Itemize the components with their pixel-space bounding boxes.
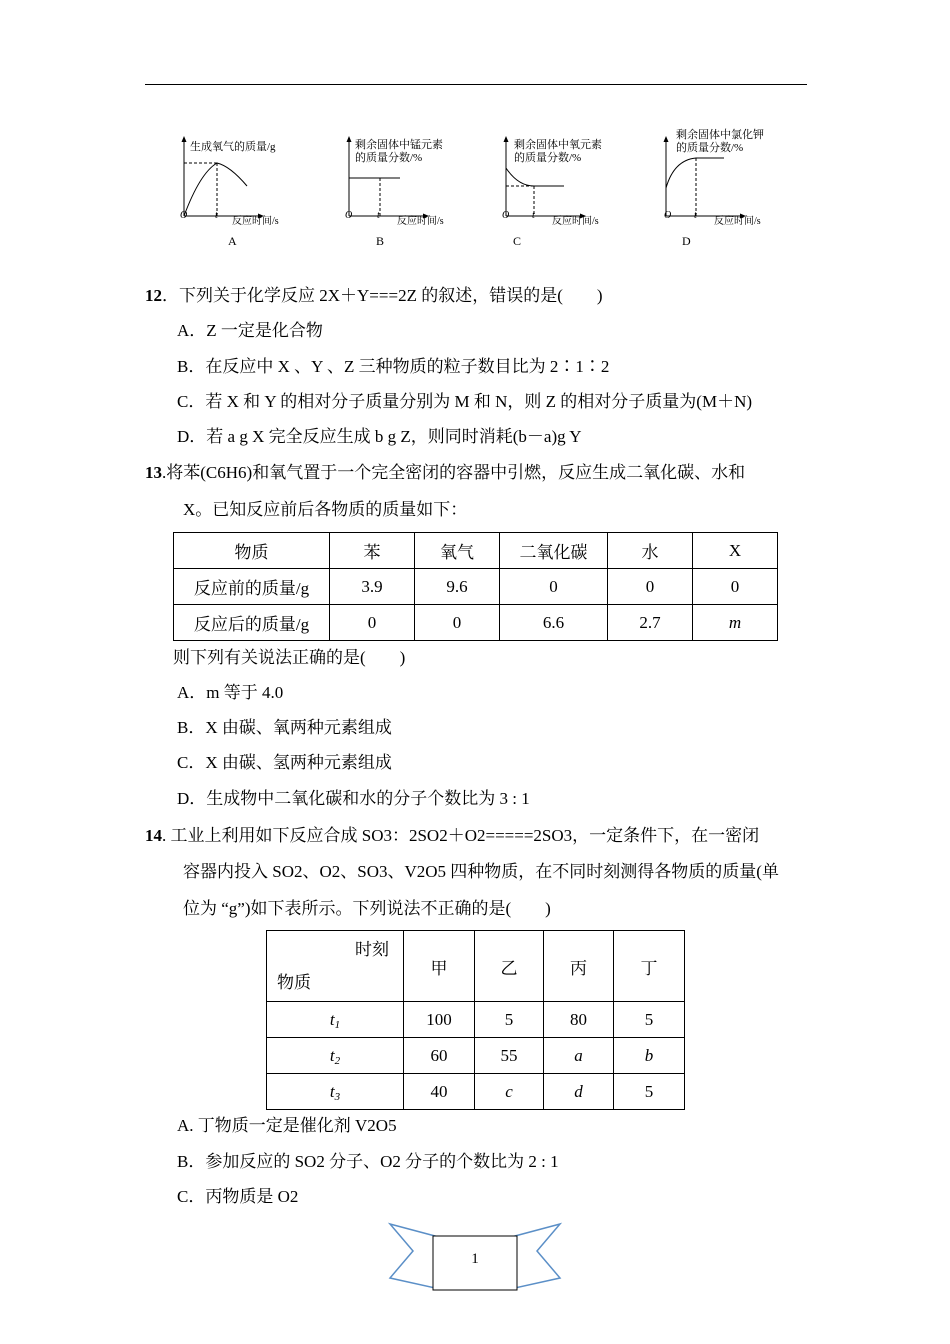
q14-option-c: C．丙物质是 O2: [177, 1187, 299, 1206]
graph-c-origin: O: [502, 210, 510, 221]
table-cell: 6.6: [500, 605, 608, 641]
graph-d: [652, 128, 802, 253]
q13-table: [173, 532, 778, 641]
q14-table: [266, 930, 685, 1110]
graph-c-xlabel: 反应时间/s: [552, 216, 599, 227]
graph-d-ylabel-1: 剩余固体中氯化钾: [676, 129, 764, 141]
page-number-badge: [385, 1218, 565, 1298]
table-cell: m: [693, 605, 778, 641]
q12-option-b: B．在反应中 X 、Y 、Z 三种物质的粒子数目比为 2∶1∶2: [177, 357, 610, 376]
table-cell: b: [614, 1038, 685, 1074]
page-number: 1: [471, 1251, 479, 1267]
graph-c: [492, 128, 642, 253]
graph-d-t: t: [694, 210, 697, 221]
table-header-cell: 二氧化碳: [500, 533, 608, 569]
table-header-cell: 物质: [174, 533, 330, 569]
table-cell: 0: [693, 569, 778, 605]
graph-d-xlabel: 反应时间/s: [714, 216, 761, 227]
table-row: [267, 1074, 685, 1110]
table-header-cell: 苯: [330, 533, 415, 569]
table-cell: 0: [330, 605, 415, 641]
q12-option-a: A．Z 一定是化合物: [177, 321, 323, 340]
table-row: [267, 1038, 685, 1074]
table-cell: 5: [475, 1002, 544, 1038]
q12-stem: [145, 285, 603, 307]
table-header-cell: 丙: [544, 931, 614, 1002]
graph-a: [170, 128, 320, 253]
graph-b-origin: O: [345, 210, 353, 221]
q13-stem-1: [145, 462, 745, 484]
graph-d-letter: D: [682, 234, 691, 248]
q13-option-a: A．m 等于 4.0: [177, 683, 284, 702]
table-header-row: [267, 931, 685, 1002]
table-cell: 反应后的质量/g: [174, 605, 330, 641]
table-cell: 5: [614, 1002, 685, 1038]
q13-option-d: D．生成物中二氧化碳和水的分子个数比为 3 : 1: [177, 789, 530, 808]
q13-text-1: .将苯(C6H6)和氧气置于一个完全密闭的容器中引燃，反应生成二氧化碳、水和: [162, 463, 746, 482]
graph-b: [335, 128, 485, 253]
q14-stem-3: 位为 “g”)如下表所示。下列说法不正确的是( ): [183, 899, 551, 918]
table-cell: 5: [614, 1074, 685, 1110]
graph-a-ylabel: 生成氧气的质量/g: [190, 141, 276, 153]
table-header-row: [174, 533, 778, 569]
q12-number: 12: [145, 286, 162, 305]
table-row: [174, 569, 778, 605]
q13-question: 则下列有关说法正确的是( ): [173, 648, 406, 667]
graph-b-ylabel-2: 的质量分数/%: [355, 152, 423, 164]
table-cell: 60: [404, 1038, 475, 1074]
graph-b-letter: B: [376, 234, 385, 248]
graph-b-xlabel: 反应时间/s: [397, 216, 444, 227]
graph-c-t: t: [532, 210, 535, 221]
table-cell: 80: [544, 1002, 614, 1038]
table-row-label: $t_2$: [267, 1038, 404, 1074]
table-cell: 反应前的质量/g: [174, 569, 330, 605]
corner-bottom-label: 物质: [277, 973, 311, 992]
q12-text: ．下列关于化学反应 2X＋Y===2Z 的叙述，错误的是( ): [162, 286, 603, 305]
q14-option-b: B．参加反应的 SO2 分子、O2 分子的个数比为 2 : 1: [177, 1152, 559, 1171]
table-cell: 0: [500, 569, 608, 605]
table-cell: d: [544, 1074, 614, 1110]
q14-stem-1: [145, 825, 759, 847]
table-header-cell: 水: [608, 533, 693, 569]
corner-top-label: 时刻: [355, 940, 389, 959]
table-cell: 55: [475, 1038, 544, 1074]
graph-d-ylabel-2: 的质量分数/%: [676, 142, 744, 154]
table-cell: a: [544, 1038, 614, 1074]
table-cell: 100: [404, 1002, 475, 1038]
q13-number: 13: [145, 463, 162, 482]
table-header-cell: 乙: [475, 931, 544, 1002]
table-row-label: $t_3$: [267, 1074, 404, 1110]
q14-option-a: A. 丁物质一定是催化剂 V2O5: [177, 1116, 397, 1135]
graph-a-letter: A: [228, 234, 237, 248]
table-header-cell: X: [693, 533, 778, 569]
table-header-cell: 丁: [614, 931, 685, 1002]
table-corner-cell: [267, 931, 404, 1002]
table-cell: c: [475, 1074, 544, 1110]
graph-c-letter: C: [513, 234, 522, 248]
graph-b-t: t: [377, 210, 380, 221]
table-cell: 0: [608, 569, 693, 605]
table-row-label: $t_1$: [267, 1002, 404, 1038]
header-rule: [145, 84, 807, 85]
table-cell: 0: [415, 605, 500, 641]
q14-number: 14: [145, 826, 162, 845]
table-row: [267, 1002, 685, 1038]
q14-text-1: . 工业上利用如下反应合成 SO3：2SO2＋O2=====2SO3，一定条件下，在一密闭: [162, 826, 760, 845]
table-cell: 9.6: [415, 569, 500, 605]
graph-c-ylabel-1: 剩余固体中氧元素: [514, 139, 602, 151]
q12-option-d: D．若 a g X 完全反应生成 b g Z，则同时消耗(b－a)g Y: [177, 427, 582, 446]
q13-option-c: C．X 由碳、氢两种元素组成: [177, 753, 392, 772]
q14-stem-2: 容器内投入 SO2、O2、SO3、V2O5 四种物质，在不同时刻测得各物质的质量(单: [183, 862, 779, 881]
graph-a-xlabel: 反应时间/s: [232, 216, 279, 227]
table-header-cell: 甲: [404, 931, 475, 1002]
graph-b-ylabel-1: 剩余固体中锰元素: [355, 139, 443, 151]
table-row: [174, 605, 778, 641]
table-cell: 2.7: [608, 605, 693, 641]
graph-c-ylabel-2: 的质量分数/%: [514, 152, 582, 164]
graph-a-origin: O: [180, 210, 188, 221]
graph-a-t: t: [215, 210, 218, 221]
q13-stem-2: X。已知反应前后各物质的质量如下：: [183, 500, 468, 519]
q13-option-b: B．X 由碳、氧两种元素组成: [177, 718, 392, 737]
table-cell: 40: [404, 1074, 475, 1110]
q12-option-c: C．若 X 和 Y 的相对分子质量分别为 M 和 N，则 Z 的相对分子质量为(M＋N): [177, 392, 753, 411]
table-cell: 3.9: [330, 569, 415, 605]
graph-d-origin: O: [664, 210, 672, 221]
table-header-cell: 氧气: [415, 533, 500, 569]
